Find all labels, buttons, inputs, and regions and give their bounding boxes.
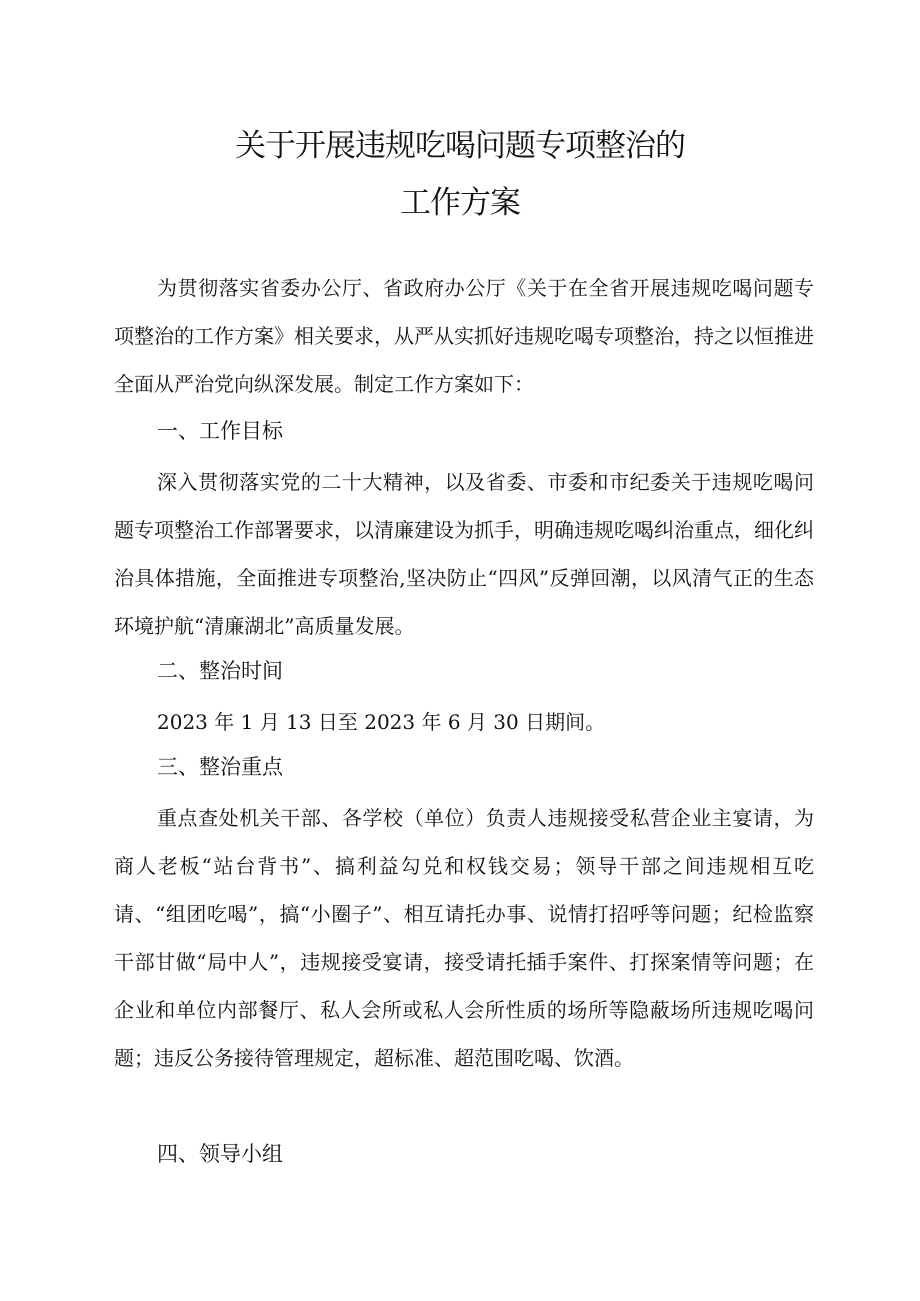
section-heading-focus: 三、整治重点 <box>157 755 283 779</box>
section-heading-goals: 一、工作目标 <box>157 419 283 443</box>
intro-paragraph: 为贯彻落实省委办公厅、省政府办公厅《关于在全省开展违规吃喝问题专项整治的工作方案》相关要求，从严从实抓好违规吃喝专项整治，持之以恒推进全面从严治党向纵深发展。制定工作方案如下： <box>114 276 814 396</box>
document-title-line-1: 关于开展违规吃喝问题专项整治的 <box>235 128 685 164</box>
section-heading-leadership-group: 四、领导小组 <box>157 1142 283 1166</box>
document-title-line-2: 工作方案 <box>400 185 520 221</box>
section-heading-timeline: 二、整治时间 <box>157 659 283 683</box>
section-body-focus: 重点查处机关干部、各学校（单位）负责人违规接受私营企业主宴请，为商人老板“站台背书”、搞利益勾兑和权钱交易；领导干部之间违规相互吃请、“组团吃喝”，搞“小圈子”、相互请托办事、说情打招呼等问题；纪检监察干部甘做“局中人”，违规接受宴请，接受请托插手案件、打探案情等问题；在企业和单位内部餐厅、私人会所或私人会所性质的场所等隐蔽场所违规吃喝问题；违反公务接待管理规定，超标准、超范围吃喝、饮酒。 <box>114 806 814 1070</box>
section-body-goals: 深入贯彻落实党的二十大精神，以及省委、市委和市纪委关于违规吃喝问题专项整治工作部署要求，以清廉建设为抓手，明确违规吃喝纠治重点，细化纠治具体措施，全面推进专项整治,坚决防止“四风”反弹回潮，以风清气正的生态环境护航“清廉湖北”高质量发展。 <box>114 470 814 638</box>
section-body-timeline: 2023 年 1 月 13 日至 2023 年 6 月 30 日期间。 <box>157 710 606 734</box>
